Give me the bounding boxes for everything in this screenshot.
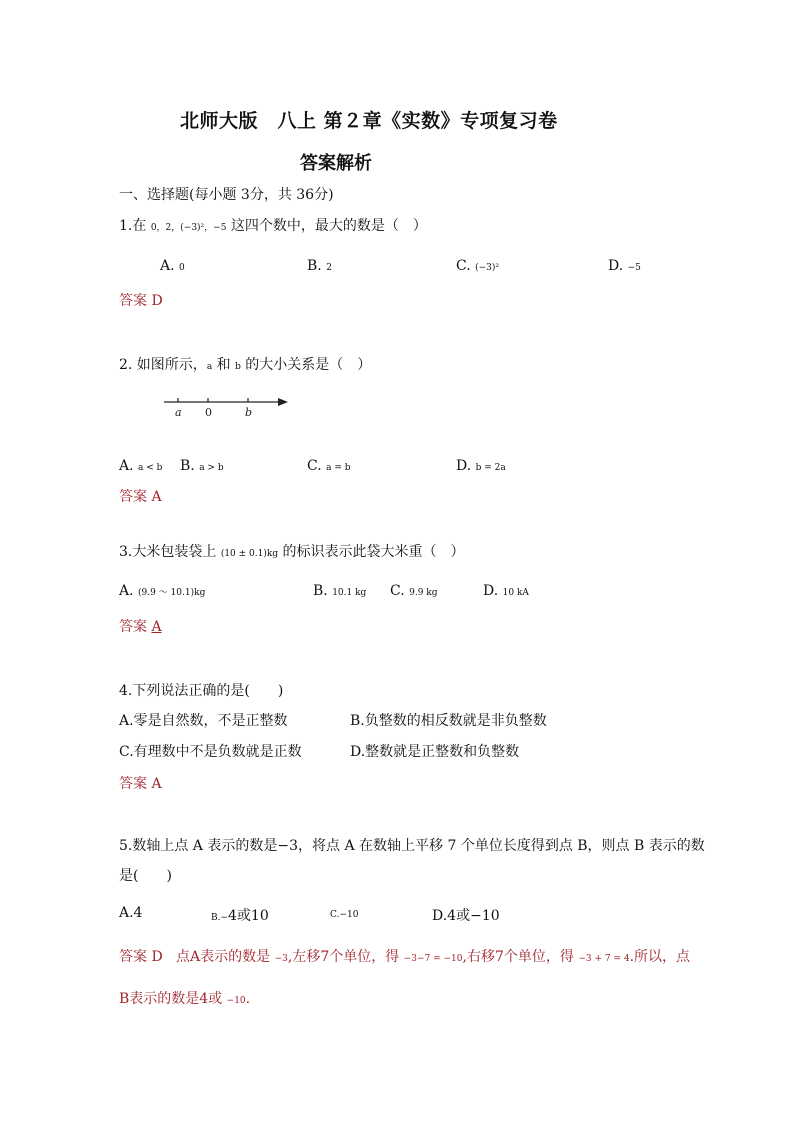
question-4-stem: 4.下列说法正确的是( ) — [119, 683, 284, 699]
math-inline: 0，2，(−3)²，−5 — [150, 223, 227, 233]
q4-option-c: C.有理数中不是负数就是正数 — [119, 744, 302, 760]
q4-answer: 答案 A — [119, 776, 162, 792]
q5-answer-explanation-line2: B表示的数是4或 −10. — [119, 991, 251, 1007]
q3-option-c: C. 9.9 kg — [390, 583, 438, 599]
q3-option-b: B. 10.1 kg — [313, 583, 367, 599]
q2-option-a: A. a < b — [119, 458, 163, 474]
q4-option-a: A.零是自然数，不是正整数 — [119, 713, 288, 729]
q5-answer-explanation-line1: 答案 D 点A表示的数是 −3,左移7个单位，得 −3−7 = −10,右移7个单位，得 −3 + 7 = 4.所以，点 — [119, 949, 691, 965]
page-subtitle: 答案解析 — [300, 153, 372, 174]
q1-option-a: A. 0 — [160, 258, 185, 274]
q2-answer: 答案 A — [119, 489, 162, 505]
q2-option-b: B. a > b — [180, 458, 224, 474]
question-1-stem: 1.在 0，2，(−3)²，−5 这四个数中，最大的数是（ ） — [119, 218, 427, 234]
q3-option-d: D. 10 kA — [483, 583, 529, 599]
page-title: 北师大版 八上 第２章《实数》专项复习卷 — [180, 110, 558, 132]
label-a: a — [175, 406, 182, 419]
q3-answer: 答案 A — [119, 619, 162, 635]
label-0: 0 — [205, 406, 212, 419]
q1-option-b: B. 2 — [307, 258, 332, 274]
q2-option-d: D. b = 2a — [456, 458, 506, 474]
question-3-stem: 3.大米包装袋上 (10 ± 0.1)kg 的标识表示此袋大米重（ ） — [119, 544, 465, 560]
question-5-stem-line1: 5.数轴上点 A 表示的数是−3，将点 A 在数轴上平移 7 个单位长度得到点 B，则点 B 表示的数 — [119, 838, 705, 854]
q2-option-c: C. a = b — [307, 458, 351, 474]
q4-option-d: D.整数就是正整数和负整数 — [350, 744, 520, 760]
q3-option-a: A. (9.9 ～ 10.1)kg — [119, 583, 206, 599]
q4-option-b: B.负整数的相反数就是非负整数 — [350, 713, 547, 729]
number-line-figure — [160, 392, 295, 422]
question-2-stem: 2. 如图所示，a 和 b 的大小关系是（ ） — [119, 357, 372, 373]
arrow-head-icon — [278, 398, 288, 406]
q5-option-a: A.4 — [119, 905, 143, 921]
q5-option-d: D.4或−10 — [432, 908, 500, 924]
q1-option-d: D. −5 — [608, 258, 641, 274]
q5-option-b: B.−4或10 — [211, 908, 269, 924]
section-heading: 一、选择题(每小题 3分，共 36分) — [119, 187, 334, 203]
q5-option-c: C.−10 — [330, 910, 359, 920]
label-b: b — [245, 406, 253, 419]
q1-answer: 答案 D — [119, 293, 163, 309]
q1-option-c: C. (−3)² — [456, 258, 500, 274]
question-5-stem-line2: 是( ) — [119, 868, 172, 884]
